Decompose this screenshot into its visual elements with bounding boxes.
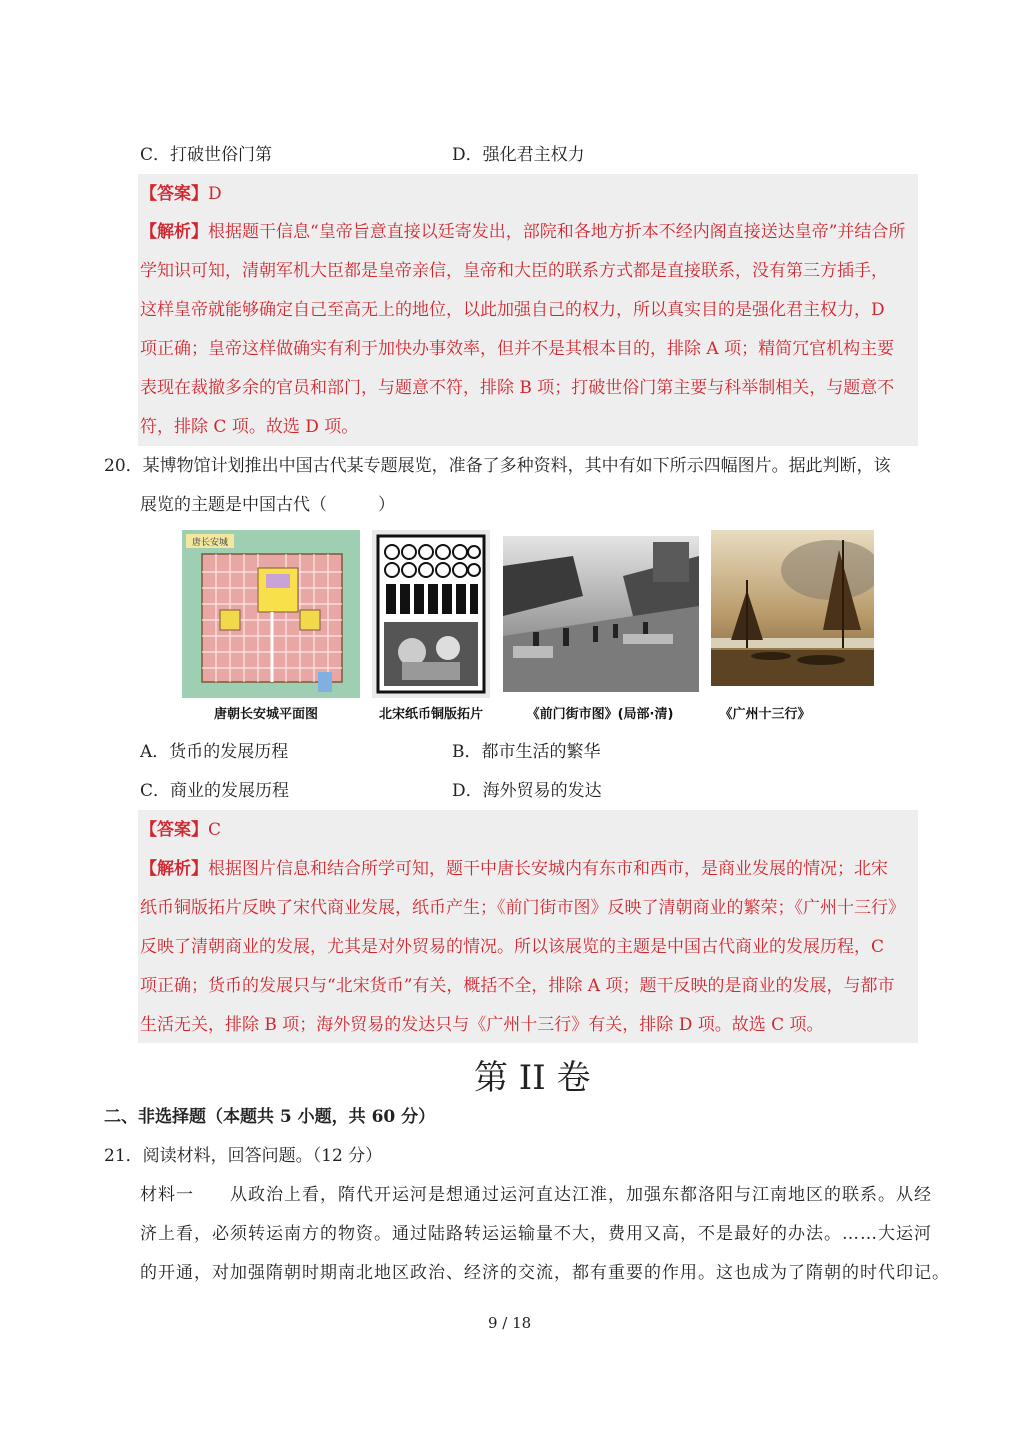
analysis-label: 【解析】 xyxy=(140,222,208,242)
q20-stem xyxy=(104,455,891,477)
q21-material-line: 材料一 从政治上看，隋代开运河是想通过运河直达江淮，加强东都洛阳与江南地区的联系。从经 xyxy=(140,1185,932,1205)
q20-option-b: B．都市生活的繁华 xyxy=(452,742,601,762)
q21-stem xyxy=(104,1145,382,1167)
song-banknote-image xyxy=(372,530,490,698)
question-text: 阅读材料，回答问题。（12 分） xyxy=(142,1146,383,1166)
q19-analysis-line: 表现在裁撤多余的官员和部门，与题意不符，排除 B 项；打破世俗门第主要与科举制相关，与题意不 xyxy=(140,378,895,398)
page-number: 9 / 18 xyxy=(488,1314,532,1332)
guangzhou-painting-image xyxy=(711,530,874,686)
q19-analysis-line: 符，排除 C 项。故选 D 项。 xyxy=(140,417,359,437)
section-title: 第 II 卷 xyxy=(474,1058,591,1098)
analysis-label: 【解析】 xyxy=(140,859,208,879)
question-text: 某博物馆计划推出中国古代某专题展览，准备了多种资料，其中有如下所示四幅图片。据此判断，该 xyxy=(142,456,891,476)
q20-analysis-line: 反映了清朝商业的发展，尤其是对外贸易的情况。所以该展览的主题是中国古代商业的发展历程，C xyxy=(140,937,885,957)
q19-option-c: C．打破世俗门第 xyxy=(140,145,273,165)
q20-analysis-line: 项正确；货币的发展只与“北宋货币”有关，概括不全，排除 A 项；题干反映的是商业的发展，与都市 xyxy=(140,976,895,996)
qianmen-street-image xyxy=(503,536,699,692)
map-title: 唐长安城 xyxy=(191,538,229,548)
answer-label: 【答案】 xyxy=(140,820,208,840)
caption-changan-map: 唐朝长安城平面图 xyxy=(213,707,318,722)
q21-material-line: 的开通，对加强隋朝时期南北地区政治、经济的交流，都有重要的作用。这也成为了隋朝的时代印记。 xyxy=(140,1263,950,1283)
question-number: 20． xyxy=(104,456,143,476)
answer-value: D xyxy=(208,184,222,204)
q19-option-d: D．强化君主权力 xyxy=(452,145,585,165)
q20-analysis-line: 生活无关，排除 B 项；海外贸易的发达只与《广州十三行》有关，排除 D 项。故选 C 项。 xyxy=(140,1015,824,1035)
answer-label: 【答案】 xyxy=(140,184,208,204)
q20-analysis-line: 纸币铜版拓片反映了宋代商业发展，纸币产生；《前门街市图》反映了清朝商业的繁荣；《广州十三行》 xyxy=(140,898,905,918)
q20-stem-line2: 展览的主题是中国古代（ ） xyxy=(140,495,395,515)
section-heading: 二、非选择题（本题共 5 小题，共 60 分） xyxy=(104,1107,436,1127)
q19-analysis-line: 学知识可知，清朝军机大臣都是皇帝亲信，皇帝和大臣的联系方式都是直接联系，没有第三方插手， xyxy=(140,261,888,281)
q19-analysis-line: 项正确；皇帝这样做确实有利于加快办事效率，但并不是其根本目的，排除 A 项；精简冗官机构主要 xyxy=(140,339,895,359)
q20-option-d: D．海外贸易的发达 xyxy=(452,781,602,801)
analysis-text: 根据图片信息和结合所学可知，题干中唐长安城内有东市和西市，是商业发展的情况；北宋 xyxy=(208,859,888,879)
q20-option-a: A．货币的发展历程 xyxy=(140,742,289,762)
question-number: 21． xyxy=(104,1146,143,1166)
q20-answer xyxy=(140,819,221,841)
q19-analysis-line: 这样皇帝就能够确定自己至高无上的地位，以此加强自己的权力，所以真实目的是强化君主权力，D xyxy=(140,300,885,320)
q19-answer xyxy=(140,183,222,205)
q21-material-line: 济上看，必须转运南方的物资。通过陆路转运运输量不大，费用又高，不是最好的办法。……大运河 xyxy=(140,1224,932,1244)
caption-song-banknote: 北宋纸币铜版拓片 xyxy=(378,707,483,722)
caption-qianmen-street: 《前门街市图》(局部·清) xyxy=(526,707,674,722)
changan-map-image xyxy=(182,530,360,698)
q20-option-c: C．商业的发展历程 xyxy=(140,781,290,801)
q20-answer-box xyxy=(138,810,918,1043)
caption-guangzhou: 《广州十三行》 xyxy=(719,707,811,722)
q20-analysis-line xyxy=(140,858,888,880)
q19-analysis-line xyxy=(140,221,905,243)
answer-value: C xyxy=(208,820,222,840)
analysis-text: 根据题干信息“皇帝旨意直接以廷寄发出，部院和各地方折本不经内阁直接送达皇帝”并结合所 xyxy=(208,222,906,242)
